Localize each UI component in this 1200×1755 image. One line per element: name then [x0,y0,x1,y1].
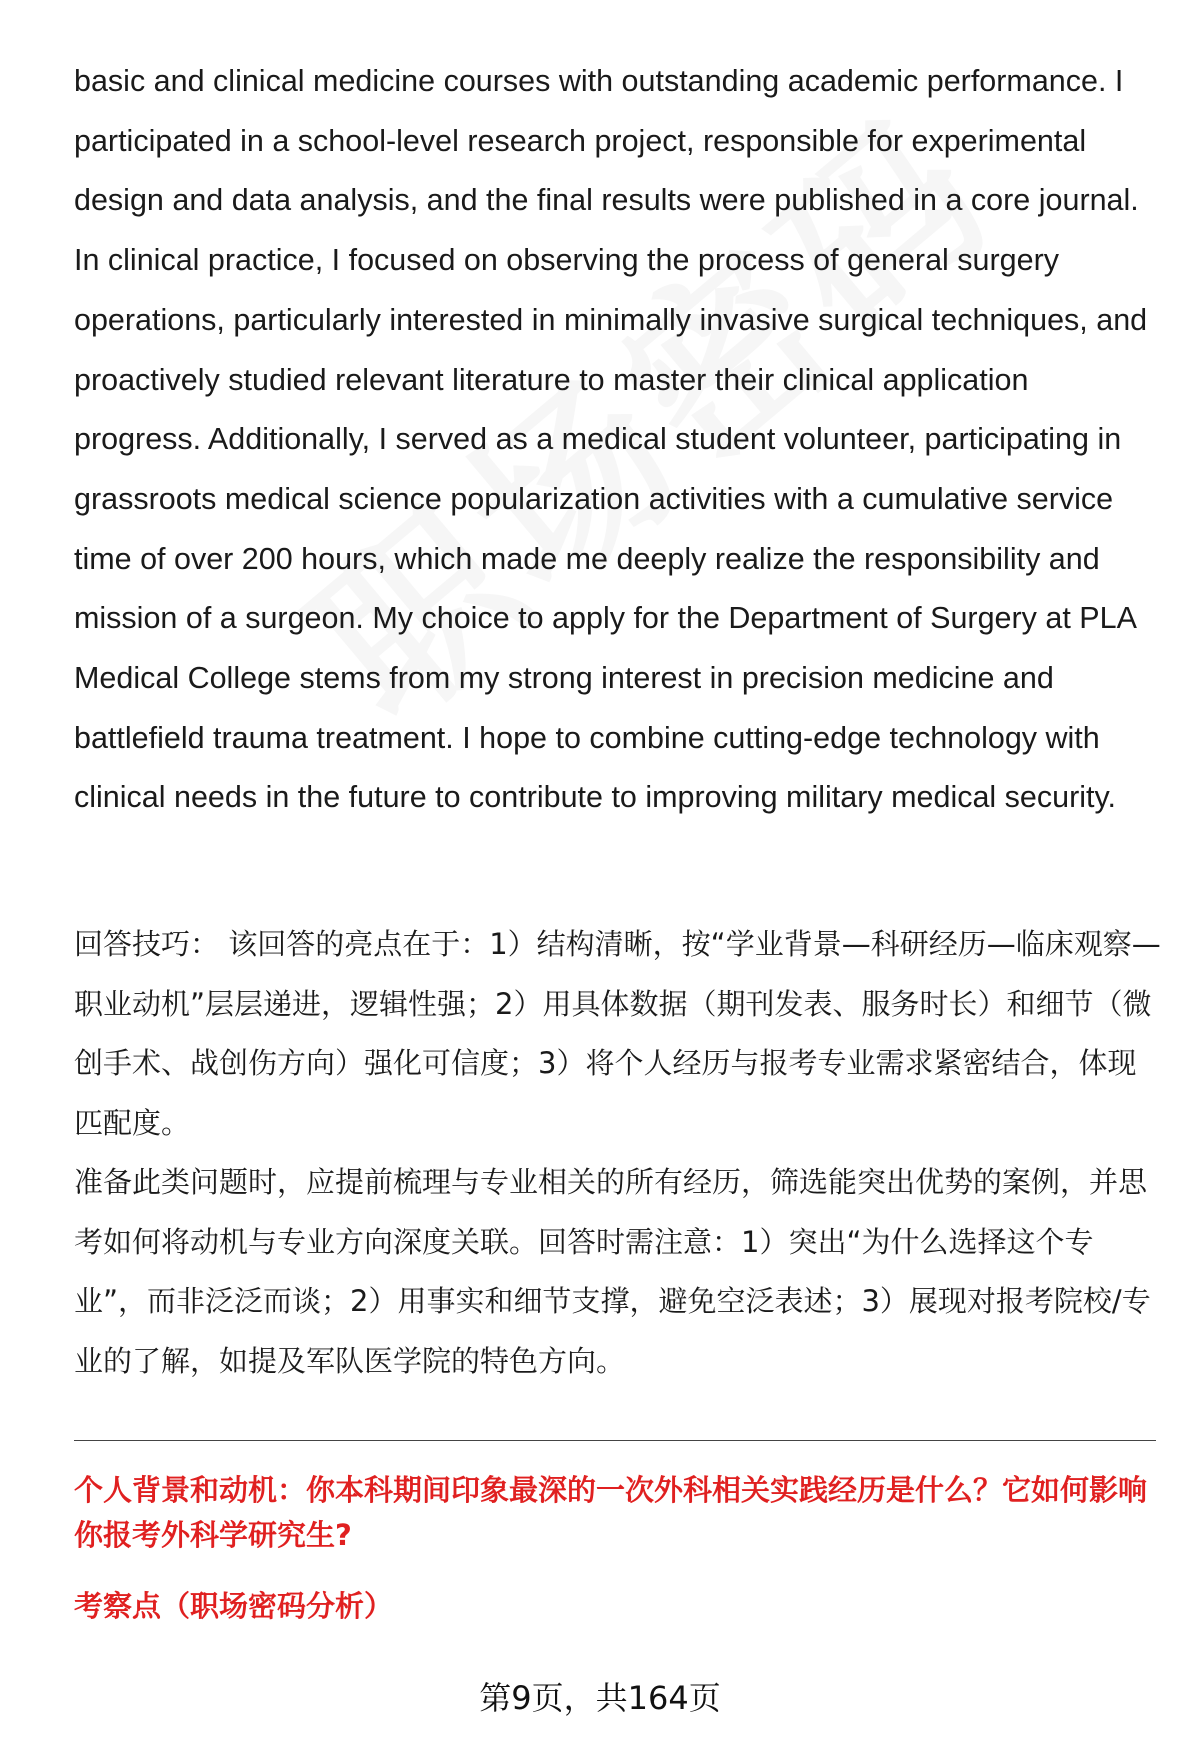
section-divider [74,1440,1156,1441]
english-answer-paragraph: basic and clinical medicine courses with outstanding academic performance. I participated in a school-level research project, responsible for experimental design and data analysis, and the final results were published in a core journal. In clinical practice, I focused on observing the process of general surgery operations, particularly interested in minimally invasive surgical techniques, and proactively studied relevant literature to master their clinical application progress. Additionally, I served as a medical student volunteer, participating in grassroots medical science popularization activities with a cumulative service time of over 200 hours, which made me deeply realize the responsibility and mission of a surgeon. My choice to apply for the Department of Surgery at PLA Medical College stems from my strong interest in precision medicine and battlefield trauma treatment. I hope to combine cutting-edge technology with clinical needs in the future to contribute to improving military medical security. [74,64,1148,815]
next-question-heading: 个人背景和动机：你本科期间印象最深的一次外科相关实践经历是什么？它如何影响你报考外科学研究生? [74,1473,1148,1552]
preparation-advice-paragraph: 准备此类问题时，应提前梳理与专业相关的所有经历，筛选能突出优势的案例，并思考如何将动机与专业方向深度关联。回答时需注意：1）突出“为什么选择这个专业”，而非泛泛而谈；2）用事实和细节支撑，避免空泛表述；3）展现对报考院校/专业的了解，如提及军队医学院的特色方向。 [74,1165,1151,1378]
evaluation-points-heading: 考察点（职场密码分析） [74,1589,394,1623]
page-number: 第9页，共164页 [479,1679,721,1717]
answer-tips-paragraph: 回答技巧： 该回答的亮点在于：1）结构清晰，按“学业背景—科研经历—临床观察—职业动机”层层递进，逻辑性强；2）用具体数据（期刊发表、服务时长）和细节（微创手术、战创伤方向）强化可信度；3）将个人经历与报考专业需求紧密结合，体现匹配度。 [74,927,1161,1140]
